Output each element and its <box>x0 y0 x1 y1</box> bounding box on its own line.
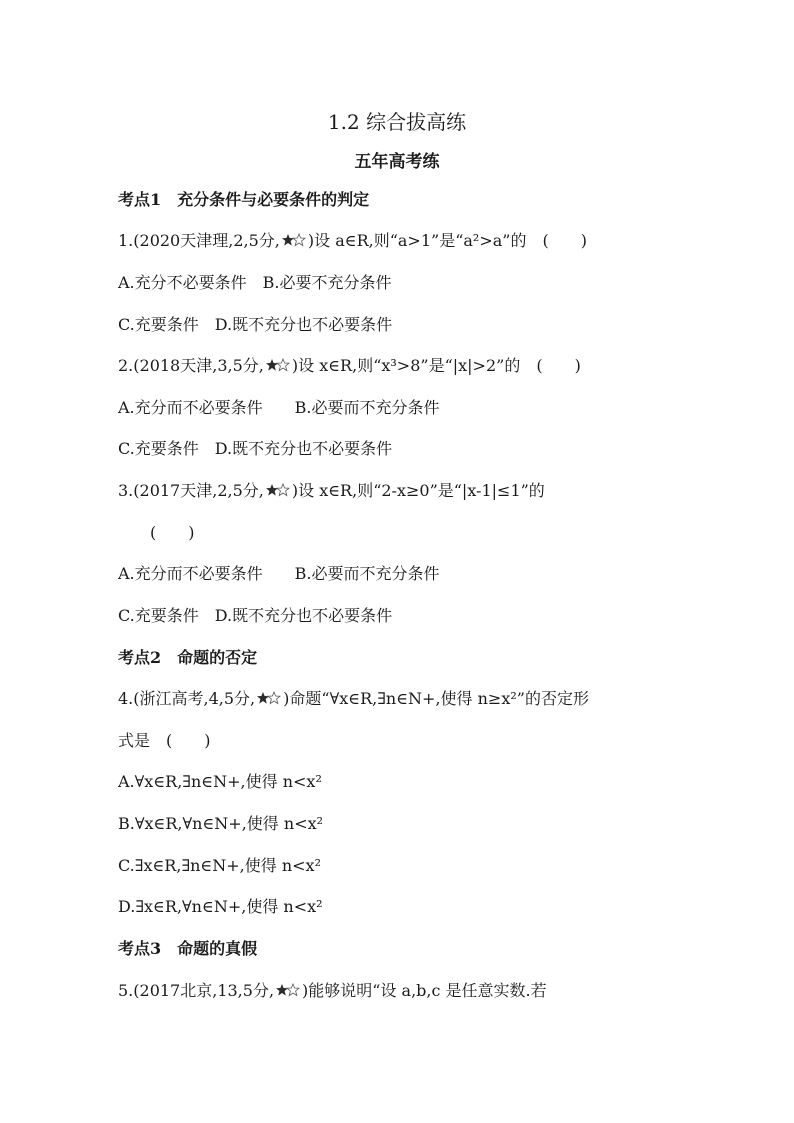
question-5 <box>118 980 547 1002</box>
section-heading-2: 考点2 命题的否定 <box>118 648 258 667</box>
difficulty-stars-icon <box>257 691 283 705</box>
question-4-option-b: B.∀x∈R,∀n∈N+,使得 n<x² <box>118 814 324 833</box>
question-4-source: 4.(浙江高考,4,5分, <box>118 689 256 708</box>
question-1-source: 1.(2020天津理,2,5分, <box>118 231 280 250</box>
difficulty-stars-icon <box>266 483 292 497</box>
question-5-source: 5.(2017北京,13,5分, <box>118 981 275 1000</box>
question-4-option-c: C.∃x∈R,∃n∈N+,使得 n<x² <box>118 856 321 875</box>
question-3-source: 3.(2017天津,2,5分, <box>118 481 264 500</box>
question-4-text: )命题“∀x∈R,∃n∈N+,使得 n≥x²”的否定形 <box>283 689 589 708</box>
question-3 <box>118 480 545 502</box>
question-1-text: )设 a∈R,则“a>1”是“a²>a”的 ( ) <box>307 231 587 250</box>
question-2 <box>118 355 581 377</box>
question-2-text: )设 x∈R,则“x³>8”是“|x|>2”的 ( ) <box>291 356 581 375</box>
question-2-options-cd: C.充要条件 D.既不充分也不必要条件 <box>118 439 393 458</box>
question-1 <box>118 230 587 252</box>
question-4-option-a: A.∀x∈R,∃n∈N+,使得 n<x² <box>118 772 322 791</box>
difficulty-stars-icon <box>276 983 302 997</box>
question-5-text: )能够说明“设 a,b,c 是任意实数.若 <box>302 981 547 1000</box>
difficulty-stars-icon <box>282 233 308 247</box>
question-3-options-cd: C.充要条件 D.既不充分也不必要条件 <box>118 606 393 625</box>
section-heading-1: 考点1 充分条件与必要条件的判定 <box>118 190 370 209</box>
question-1-options-cd: C.充要条件 D.既不充分也不必要条件 <box>118 315 393 334</box>
difficulty-stars-icon <box>266 358 292 372</box>
page-title: 1.2 综合拔高练 <box>327 110 467 134</box>
question-2-options-ab: A.充分而不必要条件 B.必要而不充分条件 <box>118 398 440 417</box>
question-4-continued: 式是 ( ) <box>118 731 211 750</box>
page-subtitle: 五年高考练 <box>354 152 440 172</box>
section-heading-3: 考点3 命题的真假 <box>118 939 258 958</box>
question-3-answer-paren: ( ) <box>150 523 195 542</box>
question-4-option-d: D.∃x∈R,∀n∈N+,使得 n<x² <box>118 897 323 916</box>
question-1-options-ab: A.充分不必要条件 B.必要不充分条件 <box>118 273 392 292</box>
question-3-text: )设 x∈R,则“2-x≥0”是“|x-1|≤1”的 <box>291 481 545 500</box>
question-2-source: 2.(2018天津,3,5分, <box>118 356 264 375</box>
question-3-options-ab: A.充分而不必要条件 B.必要而不充分条件 <box>118 564 440 583</box>
question-4 <box>118 688 589 710</box>
